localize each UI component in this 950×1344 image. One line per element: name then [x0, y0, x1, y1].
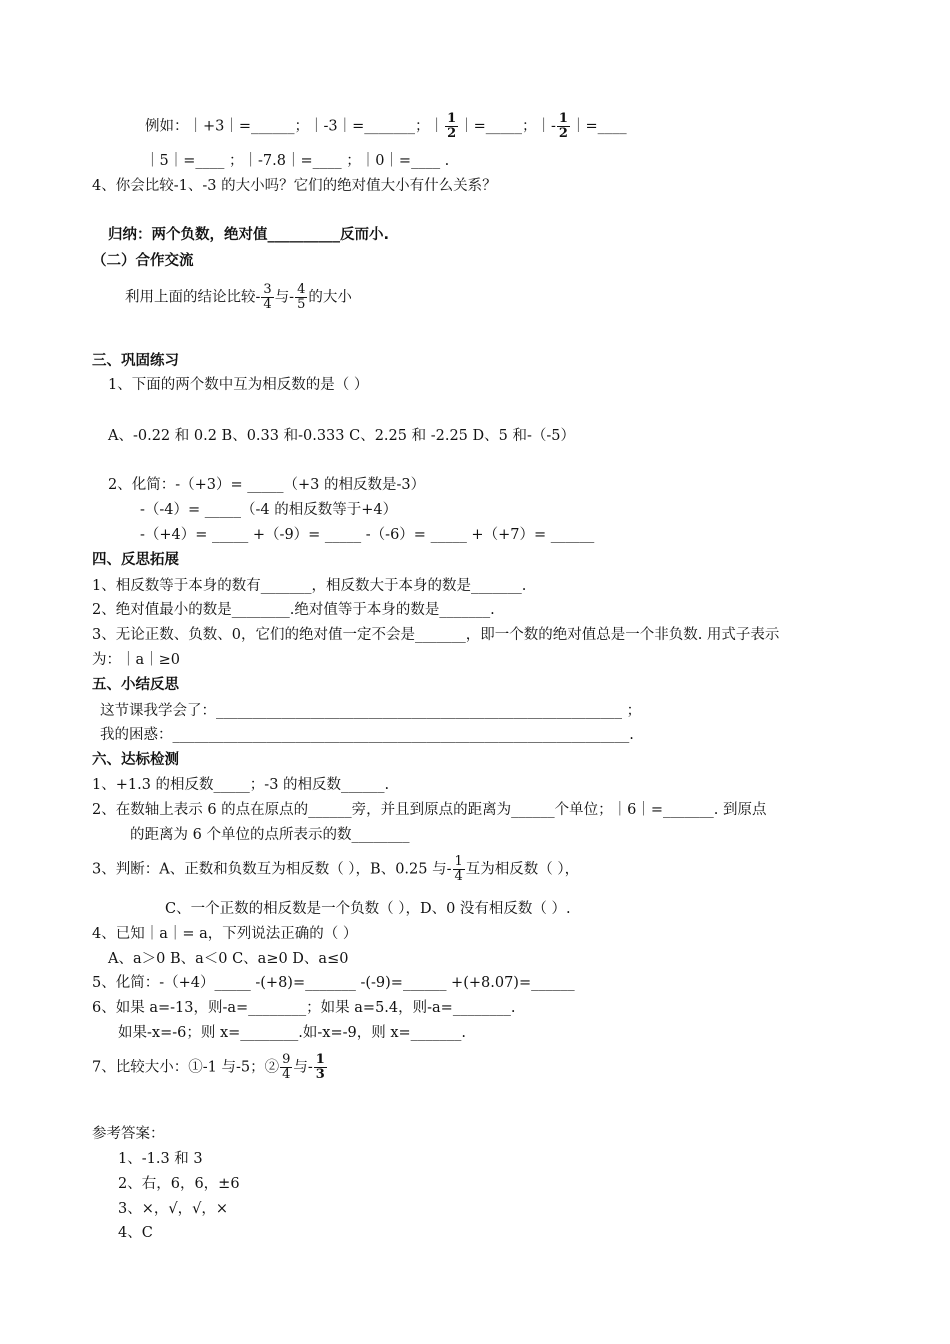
assessment-question-6-cont: 如果-x=-6；则 x=________.如-x=-9，则 x=_______.: [118, 1025, 467, 1041]
practice-question-2: 2、化简：-（+3）= _____（+3 的相反数是-3）: [108, 477, 426, 493]
abs-example-line-1: [145, 112, 627, 141]
reflection-question-1: 1、相反数等于本身的数有_______，相反数大于本身的数是_______.: [92, 578, 527, 594]
compare-text-a: 利用上面的结论比较-: [125, 289, 261, 306]
practice-question-1-options: A、-0.22 和 0.2 B、0.33 和-0.333 C、2.25 和 -2.25 D、5 和-（-5）: [108, 428, 575, 444]
abs-example-line-2: ｜5｜=____ ；｜-7.8｜=____ ；｜0｜=____ .: [145, 153, 450, 169]
fraction-half: $\frac{1}{2}$: [447, 111, 457, 141]
compare-text-c: 的大小: [308, 289, 352, 306]
practice-question-2-line-2: -（-4）= _____（-4 的相反数等于+4）: [140, 502, 398, 518]
summary-negative-numbers: 归纳：两个负数，绝对值__________反而小.: [108, 227, 390, 243]
answers-heading: 参考答案：: [92, 1126, 165, 1142]
fraction-quarter: $\frac{1}{4}$: [454, 854, 463, 884]
abs-example-text-b: ｜=_____；｜-: [459, 118, 556, 135]
assessment-question-6: 6、如果 a=-13，则-a=________；如果 a=5.4，则-a=________.: [92, 1000, 516, 1016]
judge-text-b: 互为相反数（ ），: [465, 861, 580, 878]
assessment-question-1: 1、+1.3 的相反数_____；-3 的相反数______.: [92, 777, 390, 793]
fraction-neg-half: $\frac{1}{2}$: [558, 111, 568, 141]
fraction-four-fifths: $\frac{4}{5}$: [297, 282, 306, 312]
assessment-question-3-cont: C、一个正数的相反数是一个负数（ ），D、0 没有相反数（ ）.: [165, 901, 571, 917]
answer-2: 2、右，6，6，±6: [118, 1176, 240, 1192]
section-cooperation: （二）合作交流: [92, 253, 194, 269]
section-reflection: 四、反思拓展: [92, 552, 179, 568]
summary-confusion: 我的困惑：_______________________________________________________________.: [100, 727, 634, 743]
section-practice: 三、巩固练习: [92, 353, 179, 369]
compare-size-text-b: 与-: [293, 1059, 313, 1076]
fraction-nine-quarters: $\frac{9}{4}$: [282, 1052, 291, 1082]
answer-3: 3、×，√，√，×: [118, 1201, 229, 1217]
summary-learned: 这节课我学会了：________________________________________________________ ；: [100, 703, 642, 719]
question-4: 4、你会比较-1、-3 的大小吗？它们的绝对值大小有什么关系？: [92, 178, 497, 194]
compare-fractions-line: [125, 283, 352, 312]
abs-example-text-a: 例如：｜+3｜=______；｜-3｜=_______；｜: [145, 118, 445, 135]
fraction-three-quarters: $\frac{3}{4}$: [263, 282, 272, 312]
compare-size-text-a: 7、比较大小：①-1 与-5；②: [92, 1059, 280, 1076]
abs-example-text-c: ｜=____: [570, 118, 627, 135]
section-assessment: 六、达标检测: [92, 752, 179, 768]
assessment-question-2: 2、在数轴上表示 6 的点在原点的______旁，并且到原点的距离为______个单位；｜6｜=_______. 到原点: [92, 802, 767, 818]
answer-1: 1、-1.3 和 3: [118, 1151, 203, 1167]
section-summary: 五、小结反思: [92, 677, 179, 693]
practice-question-2-line-3: -（+4）= _____ +（-9）= _____ -（-6）= _____ +（+7）= ______: [140, 527, 595, 543]
assessment-question-4-options: A、a＞0 B、a＜0 C、a≥0 D、a≤0: [108, 951, 349, 967]
assessment-question-3: [92, 855, 579, 884]
reflection-question-3: 3、无论正数、负数、0，它们的绝对值一定不会是_______，即一个数的绝对值总是一个非负数. 用式子表示: [92, 627, 780, 643]
reflection-question-2: 2、绝对值最小的数是________.绝对值等于本身的数是_______.: [92, 602, 495, 618]
assessment-question-4: 4、已知｜a｜= a，下列说法正确的（ ）: [92, 926, 358, 942]
assessment-question-7: [92, 1053, 328, 1082]
compare-text-b: 与-: [274, 289, 295, 306]
answer-4: 4、C: [118, 1225, 153, 1241]
judge-text-a: 3、判断：A、正数和负数互为相反数（ ），B、0.25 与-: [92, 861, 452, 878]
assessment-question-5: 5、化简：-（+4）_____ -(+8)=_______ -(-9)=______ +(+8.07)=______: [92, 975, 575, 991]
assessment-question-2-cont: 的距离为 6 个单位的点所表示的数________: [130, 827, 410, 843]
reflection-question-3-cont: 为：｜a｜≥0: [92, 652, 181, 668]
practice-question-1: 1、下面的两个数中互为相反数的是（ ）: [108, 377, 369, 393]
fraction-third: $\frac{1}{3}$: [315, 1052, 325, 1082]
